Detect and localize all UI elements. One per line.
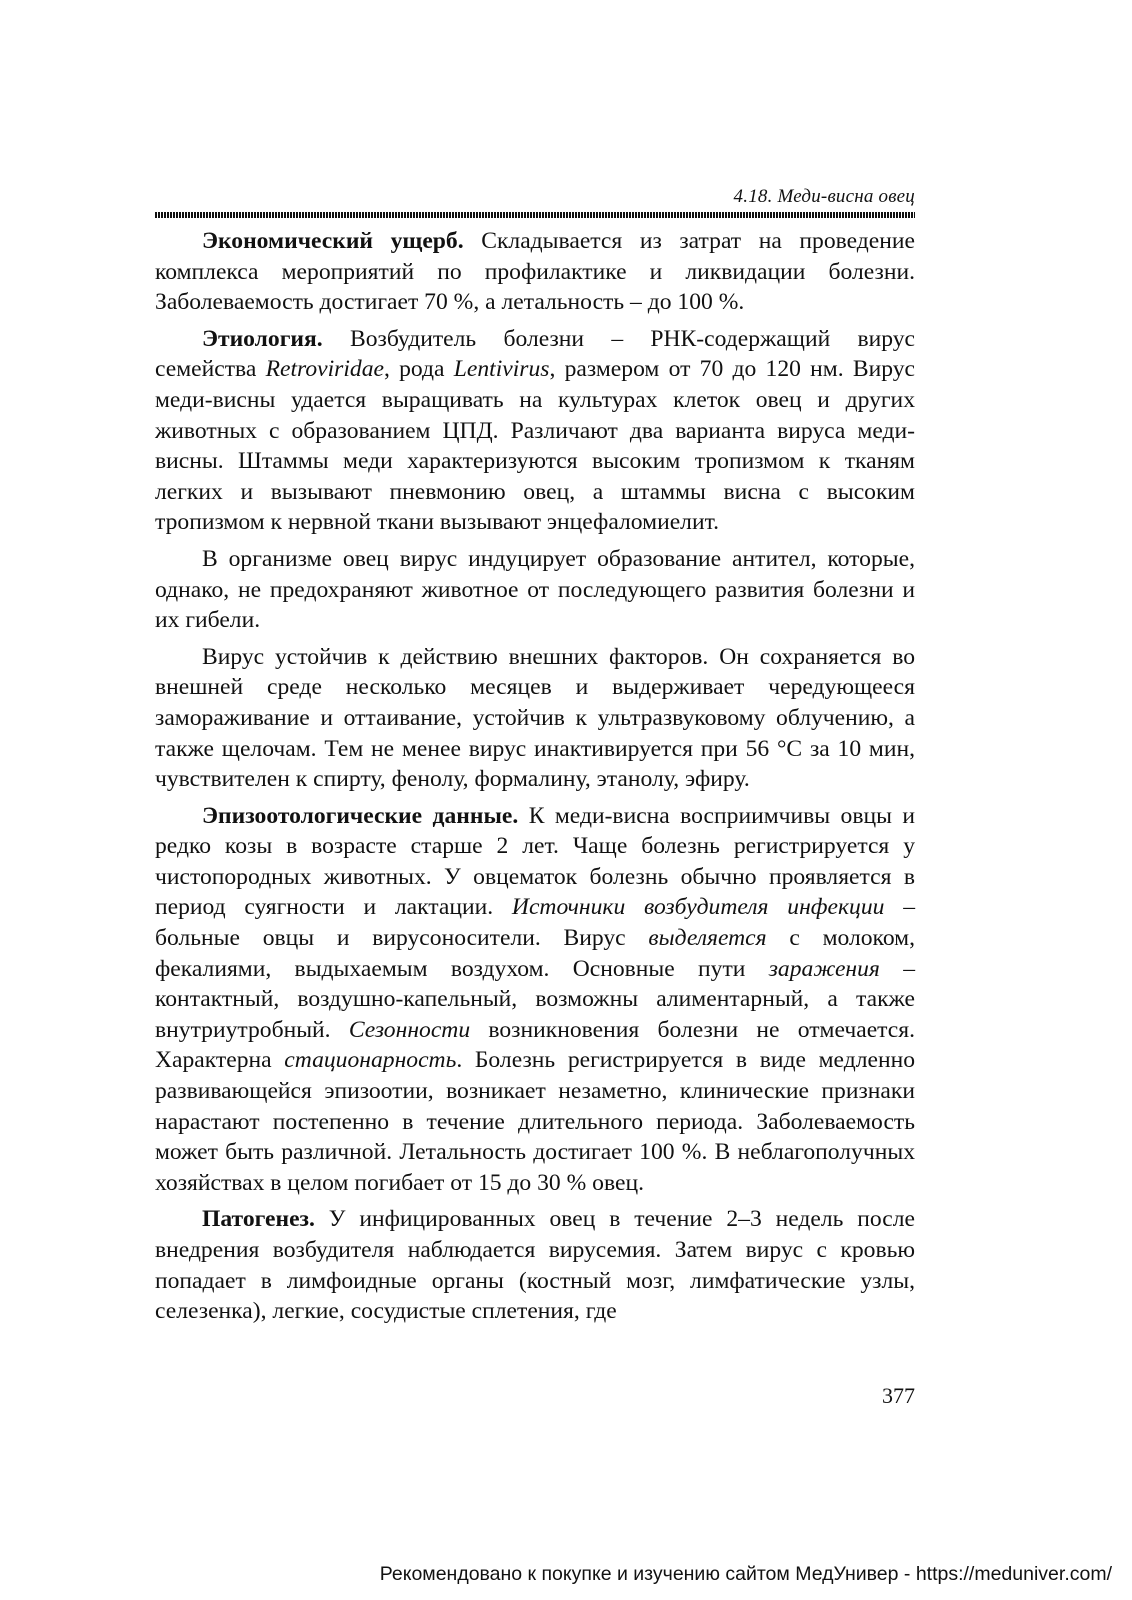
text-run: с молоком, фекалиями, выдыхаемым воздухом. Основные пути bbox=[155, 925, 915, 982]
paragraph-lead: Патогенез. bbox=[202, 1206, 315, 1233]
text-run: К меди-висна восприимчивы овцы и редко козы в возрасте старше 2 лет. Чаще болезнь регистрируется у чистопородных животных. У овцематок болезнь обычно проявляется в период суягности и лактации. bbox=[155, 802, 915, 921]
paragraph-economic-damage bbox=[155, 226, 915, 318]
text-run-italic: Lentivirus bbox=[453, 356, 550, 383]
paragraph-resistance bbox=[155, 642, 915, 795]
text-run: – больные овцы и вирусоносители. Вирус bbox=[155, 894, 916, 952]
text-run: – контактный, воздушно-капельный, возможны алиментарный, а также внутриутробный. bbox=[155, 955, 915, 1043]
page-body bbox=[155, 226, 915, 1333]
text-run-italic: Сезонности bbox=[348, 1016, 471, 1043]
paragraph-lead: Экономический ущерб. bbox=[202, 228, 464, 254]
text-run: , рода bbox=[383, 356, 454, 383]
text-run-italic: выделяется bbox=[648, 925, 767, 952]
text-run: У инфицированных овец в течение 2–3 недель после внедрения возбудителя наблюдается вирусемия. Затем вирус с кровью попадает в лимфоидные органы (костный мозг, лимфатические узлы, селезенка), легкие, сосудистые сплетения, где bbox=[155, 1206, 915, 1325]
text-run: , размером от 70 до 120 нм. Вирус меди-висны удается выращивать на культурах клеток овец и других животных с образованием ЦПД. Различают два варианта вируса меди-висны. Штаммы меди характеризуются высоким тропизмом к тканям легких и вызывают пневмонию овец, а штаммы висна с высоким тропизмом к нервной ткани вызывают энцефаломиелит. bbox=[155, 356, 915, 536]
paragraph-epizootology bbox=[155, 801, 915, 1199]
text-run: Вирус устойчив к действию внешних факторов. Он сохраняется во внешней среде несколько месяцев и выдерживает чередующееся замораживание и оттаивание, устойчив к ультразвуковому облучению, а также щелочам. Тем не менее вирус инактивируется при 56 °С за 10 мин, чувствителен к спирту, фенолу, формалину, этанолу, эфиру. bbox=[155, 643, 915, 793]
text-run-italic: заражения bbox=[768, 955, 880, 982]
text-run-italic: стационарность bbox=[284, 1047, 457, 1074]
text-run: возникновения болезни не отмечается. Характерна bbox=[155, 1016, 915, 1074]
page-number: 377 bbox=[882, 1383, 915, 1408]
paragraph-etiology bbox=[155, 324, 915, 538]
text-run-italic: Источники возбудителя инфекции bbox=[511, 894, 885, 921]
running-header: 4.18. Меди-висна овец bbox=[733, 186, 915, 207]
text-run: . Болезнь регистрируется в виде медленно развивающейся эпизоотии, возникает незаметно, клинические признаки нарастают постепенно в течение длительного периода. Заболеваемость может быть различной. Летальность достигает 100 %. В неблагополучных хозяйствах в целом погибает от 15 до 30 % овец. bbox=[155, 1047, 916, 1196]
text-run: Складывается из затрат на проведение комплекса мероприятий по профилактике и ликвидации болезни. Заболеваемость достигает 70 %, а летальность – до 100 %. bbox=[155, 228, 915, 316]
text-run: В организме овец вирус индуцирует образование антител, которые, однако, не предохраняют животное от последующего развития болезни и их гибели. bbox=[155, 545, 915, 634]
paragraph-antibodies bbox=[155, 544, 915, 636]
text-run-italic: Retroviridae bbox=[265, 356, 384, 383]
footer-recommendation: Рекомендовано к покупке и изучению сайтом МедУнивер - https://meduniver.com/ bbox=[379, 1563, 1112, 1585]
paragraph-pathogenesis bbox=[155, 1204, 915, 1326]
header-rule bbox=[155, 212, 915, 218]
paragraph-lead: Этиология. bbox=[202, 325, 323, 352]
text-run: Возбудитель болезни – РНК-содержащий вирус семейства bbox=[155, 325, 915, 383]
paragraph-lead: Эпизоотологические данные. bbox=[202, 802, 519, 829]
